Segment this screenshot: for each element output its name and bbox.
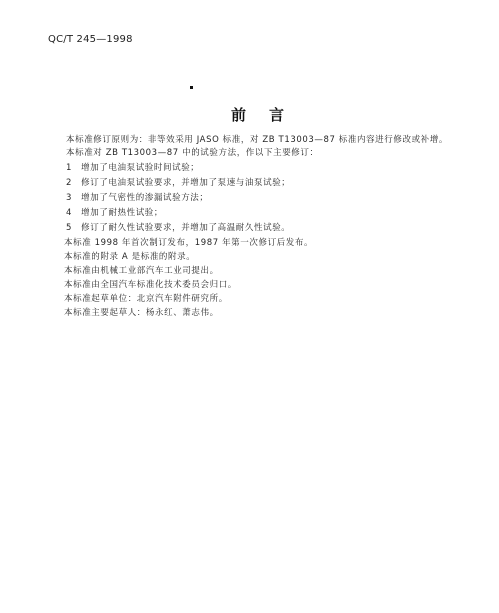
title-char-2: 言 (269, 106, 286, 124)
page-title (231, 104, 285, 125)
body-line-7: 5 修订了耐久性试验要求，并增加了高温耐久性试验。 (66, 223, 291, 233)
body-line-3: 1 增加了电油泵试验时间试验； (66, 163, 200, 173)
body-line-10: 本标准由机械工业部汽车工业司提出。 (64, 266, 219, 276)
body-line-6: 4 增加了耐热性试验； (66, 208, 164, 218)
body-line-13: 本标准主要起草人：杨永红、萧志伟。 (64, 308, 219, 318)
standard-code: QC/T 245—1998 (48, 34, 133, 45)
body-line-8: 本标准 1998 年首次制订发布，1987 年第一次修订后发布。 (64, 238, 314, 248)
header-mark (190, 86, 193, 89)
body-line-4: 2 修订了电油泵试验要求，并增加了泵速与油泵试验； (66, 178, 291, 188)
body-line-2: 本标准对 ZB T13003—87 中的试验方法，作以下主要修订： (66, 148, 319, 158)
body-line-5: 3 增加了气密性的渗漏试验方法； (66, 193, 209, 203)
body-line-9: 本标准的附录 A 是标准的附录。 (64, 252, 196, 262)
body-line-12: 本标准起草单位：北京汽车附件研究所。 (64, 294, 228, 304)
body-line-1: 本标准修订原则为：非等效采用 JASO 标准，对 ZB T13003—87 标准内容进行修改或补增。 (66, 135, 448, 145)
body-line-11: 本标准由全国汽车标准化技术委员会归口。 (64, 280, 237, 290)
title-char-1: 前 (231, 106, 248, 124)
